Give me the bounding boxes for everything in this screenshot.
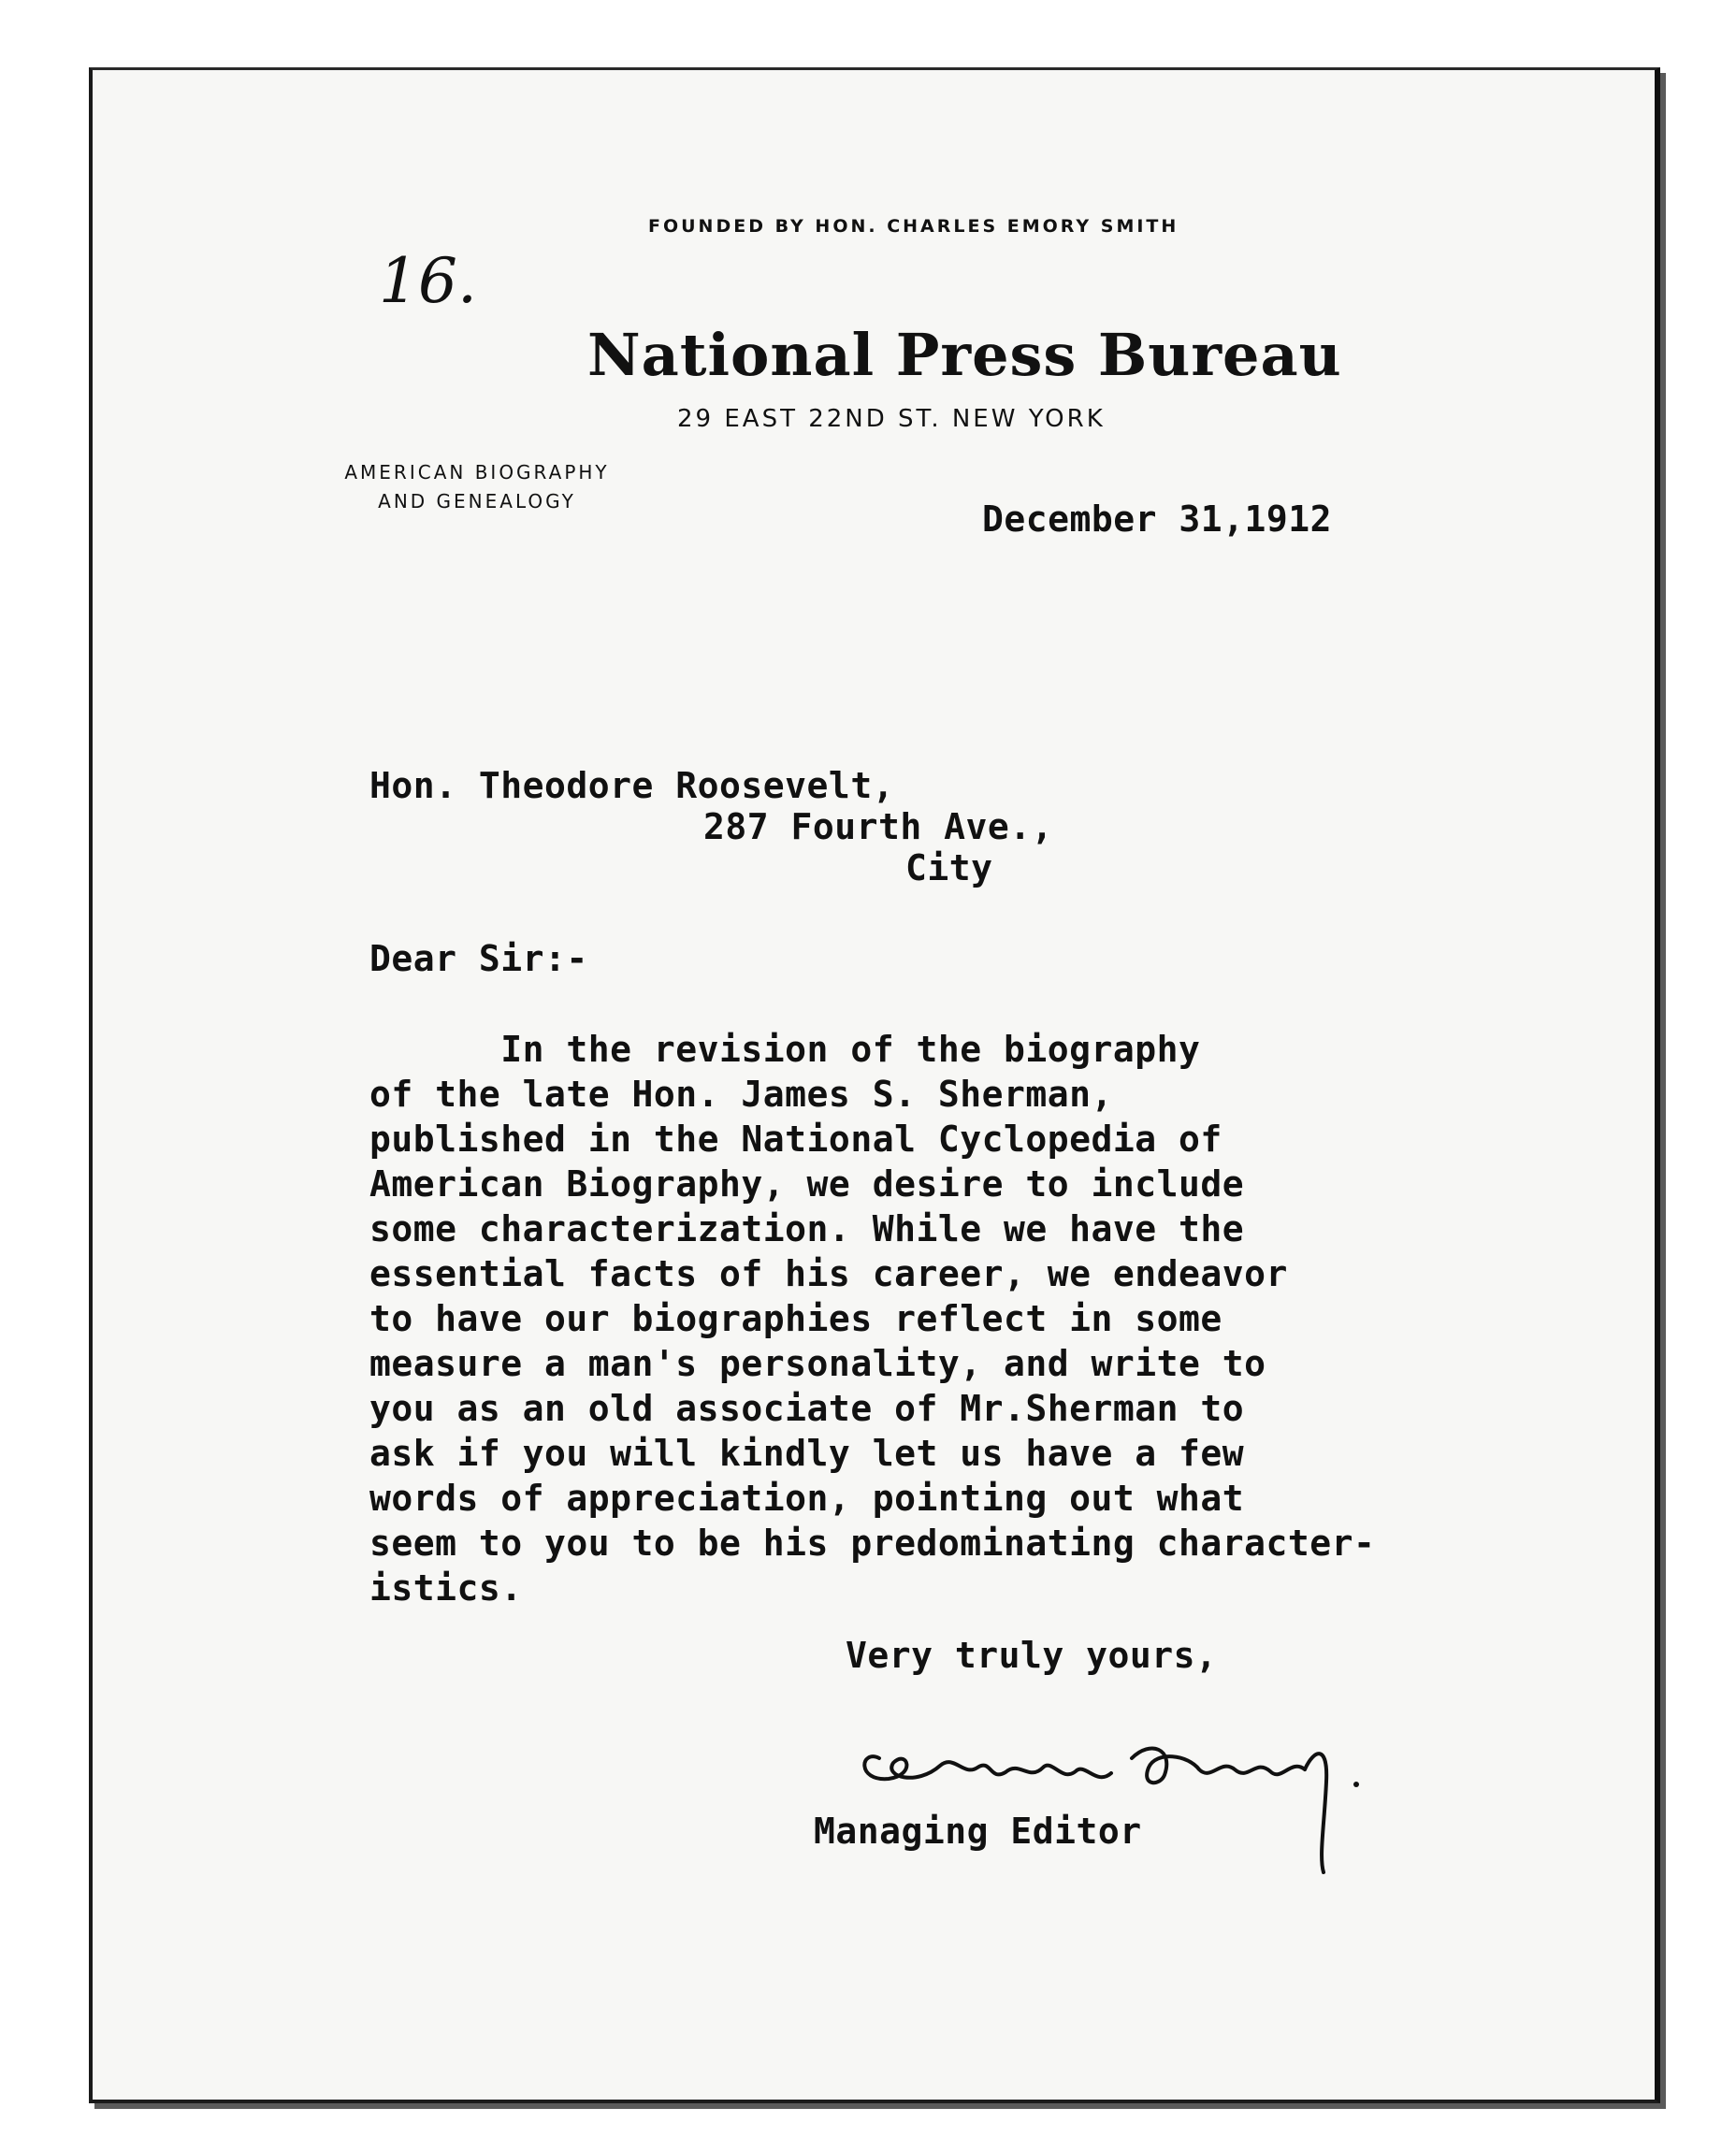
recipient-line1: Hon. Theodore Roosevelt,: [369, 765, 895, 806]
signer-title: Managing Editor: [814, 1811, 1142, 1852]
body-line: American Biography, we desire to include: [369, 1163, 1245, 1205]
salutation: Dear Sir:-: [369, 938, 588, 979]
body-line: seem to you to be his predominating character-: [369, 1523, 1376, 1564]
body-line: In the revision of the biography: [369, 1029, 1201, 1070]
letterhead-department-line2: AND GENEALOGY: [378, 490, 576, 512]
body-line: measure a man's personality, and write to: [369, 1343, 1266, 1384]
handwritten-signature: [851, 1693, 1412, 1880]
body-line: some characterization. While we have the: [369, 1208, 1245, 1249]
body-line: published in the National Cyclopedia of: [369, 1119, 1222, 1160]
recipient-line3: City: [905, 847, 993, 888]
body-line: essential facts of his career, we endeavor: [369, 1253, 1288, 1294]
closing: Very truly yours,: [846, 1635, 1218, 1676]
body-line: istics.: [369, 1567, 523, 1609]
letterhead-founded: FOUNDED BY HON. CHARLES EMORY SMITH: [648, 216, 1179, 237]
body-line: of the late Hon. James S. Sherman,: [369, 1074, 1113, 1115]
body-line: you as an old associate of Mr.Sherman to: [369, 1388, 1245, 1429]
recipient-line2: 287 Fourth Ave.,: [703, 806, 1054, 847]
body-line: to have our biographies reflect in some: [369, 1298, 1222, 1339]
letterhead-name: National Press Bureau: [587, 321, 1342, 389]
handwritten-page-number: 16.: [379, 245, 477, 317]
letter-date: December 31,1912: [982, 498, 1333, 540]
body-line: ask if you will kindly let us have a few: [369, 1433, 1245, 1474]
body-line: words of appreciation, pointing out what: [369, 1478, 1245, 1519]
letterhead-address: 29 EAST 22ND ST. NEW YORK: [677, 405, 1106, 433]
letterhead-department-line1: AMERICAN BIOGRAPHY: [344, 461, 610, 484]
